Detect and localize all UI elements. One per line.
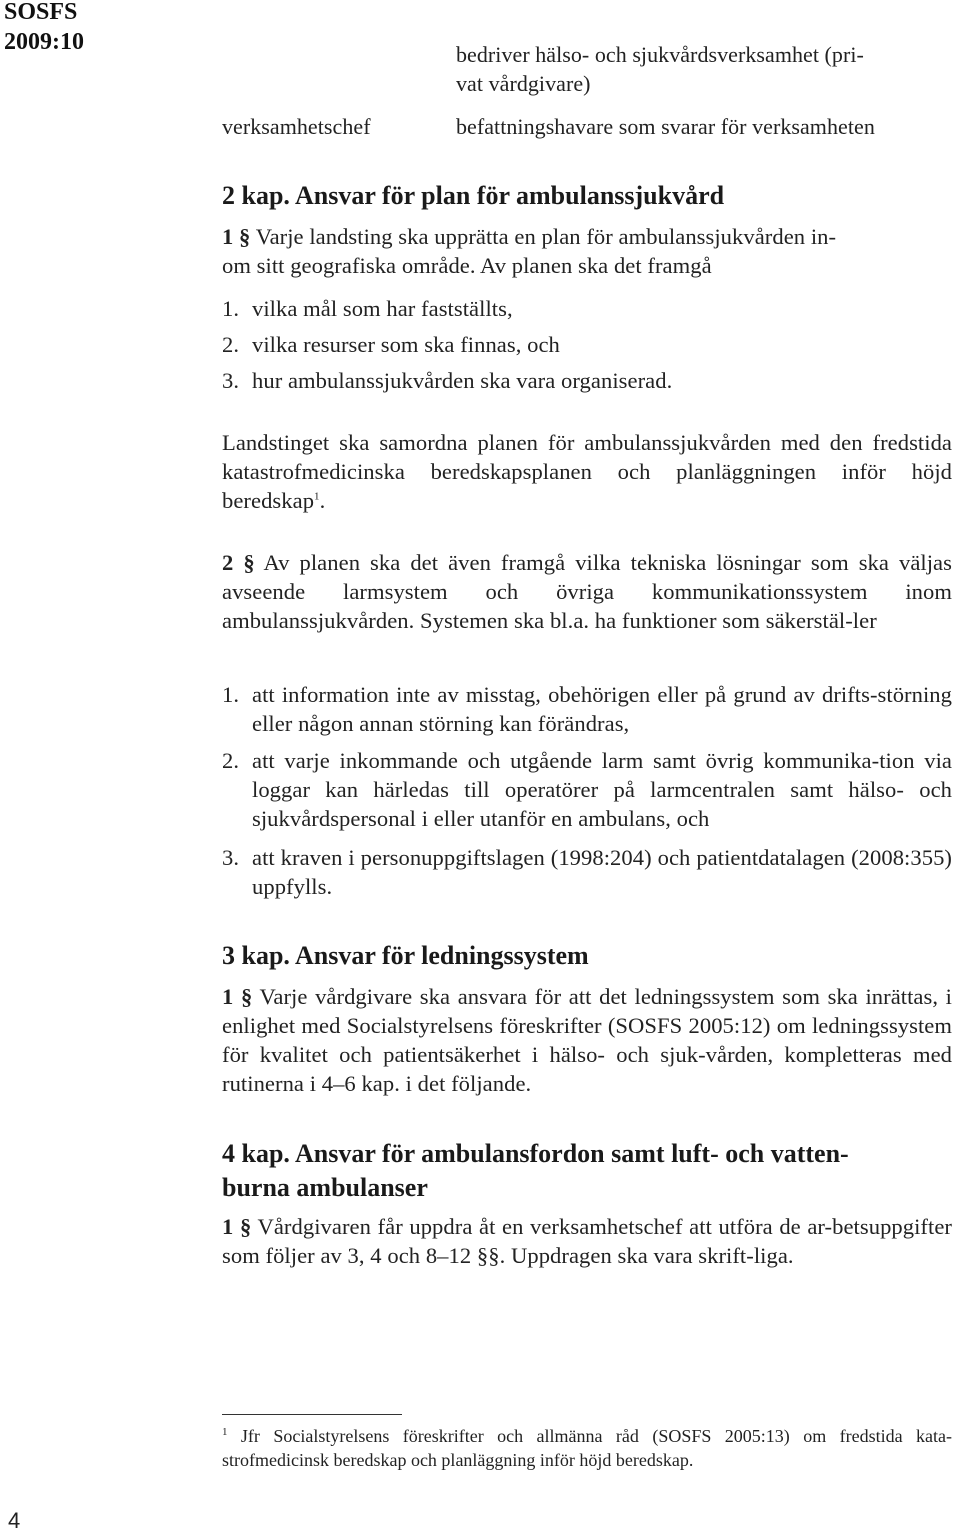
footnote — [222, 1424, 952, 1472]
list-item-number: 1. — [222, 682, 240, 707]
list-item-number: 1. — [222, 296, 240, 321]
chapter-2-section-1-line-2: om sitt geografiska område. Av planen ska det framgå — [222, 253, 712, 278]
list-item: vilka mål som har fastställts, — [252, 296, 513, 321]
section-2-text: Av planen ska det även framgå vilka tekniska lösningar som ska väljas avseende larmsystem och övriga kommunikationssystem inom ambulanssjukvården. Systemen ska bl.a. ha funktioner som säkerstäl-ler — [222, 550, 952, 633]
list-item-number: 3. — [222, 368, 240, 393]
landsting-paragraph-end: . — [319, 488, 326, 513]
series-number: 2009:10 — [4, 29, 84, 55]
section-mark: 1 § — [222, 984, 253, 1009]
chapter-4-section-1 — [222, 1212, 952, 1270]
section-mark: 1 § — [222, 1214, 252, 1239]
section-1-line-1: Varje landsting ska upprätta en plan för ambulanssjukvården in- — [255, 224, 837, 249]
section-mark: 1 § — [222, 224, 251, 249]
footnote-divider — [222, 1414, 402, 1415]
page-number: 4 — [8, 1508, 21, 1533]
chapter-3-section-1-text: Varje vårdgivare ska ansvara för att det ledningssystem som ska inrättas, i enlighet med Socialstyrelsens föreskrifter (SOSFS 2005:12) om ledningssystem för kvalitet och patientsäkerhet i hälso- och sjuk-vården, kompletteras med rutinerna i 4–6 kap. i det följande. — [222, 984, 952, 1096]
definition-text-1: bedriver hälso- och sjukvårdsverksamhet (pri- vat vårdgivare) — [456, 42, 864, 96]
definition-term-verksamhetschef: verksamhetschef — [222, 114, 371, 139]
chapter-2-section-2 — [222, 548, 952, 635]
list-item: att kraven i personuppgiftslagen (1998:204) och patientdatalagen (2008:355) uppfylls. — [252, 845, 952, 899]
list-item: hur ambulanssjukvården ska vara organiserad. — [252, 368, 673, 393]
footnote-text: Jfr Socialstyrelsens föreskrifter och allmänna råd (SOSFS 2005:13) om fredstida kata-strofmedicinsk beredskap och planläggning inför höjd beredskap. — [222, 1426, 952, 1470]
definition-text-2: befattningshavare som svarar för verksamheten — [456, 114, 875, 139]
document-header — [0, 0, 120, 60]
chapter-4-heading-line-2: burna ambulanser — [222, 1173, 428, 1202]
chapter-3-heading: 3 kap. Ansvar för ledningssystem — [222, 941, 589, 970]
chapter-2-heading: 2 kap. Ansvar för plan för ambulanssjukvård — [222, 181, 725, 210]
footnote-reference: 1 — [314, 490, 320, 503]
section-mark: 2 § — [222, 550, 255, 575]
list-item-number: 3. — [222, 845, 240, 870]
chapter-4-heading-line-1: 4 kap. Ansvar för ambulansfordon samt luft- och vatten- — [222, 1139, 849, 1168]
footnote-mark: 1 — [222, 1426, 228, 1438]
list-item-number: 2. — [222, 332, 240, 357]
list-item-number: 2. — [222, 748, 240, 773]
list-item: vilka resurser som ska finnas, och — [252, 332, 560, 357]
landsting-paragraph-text: Landstinget ska samordna planen för ambulanssjukvården med den fredstida katastrofmedicinska beredskapsplanen och planläggningen inför höjd beredskap — [222, 430, 952, 513]
chapter-4-section-1-text: Vårdgivaren får uppdra åt en verksamhetschef att utföra de ar-betsuppgifter som följer av 3, 4 och 8–12 §§. Uppdragen ska vara skrift-liga. — [222, 1214, 952, 1268]
landsting-paragraph — [222, 428, 952, 515]
list-item: att varje inkommande och utgående larm samt övrig kommunika-tion via loggar kan härledas till operatörer på larmcentralen samt hälso- och sjukvårdspersonal i eller utanför en ambulans, och — [252, 748, 952, 831]
chapter-3-section-1 — [222, 982, 952, 1098]
list-item: att information inte av misstag, obehörigen eller på grund av drifts-störning eller någon annan störning kan förändras, — [252, 682, 952, 736]
series-label: SOSFS — [4, 0, 78, 25]
chapter-2-section-1 — [222, 222, 952, 251]
